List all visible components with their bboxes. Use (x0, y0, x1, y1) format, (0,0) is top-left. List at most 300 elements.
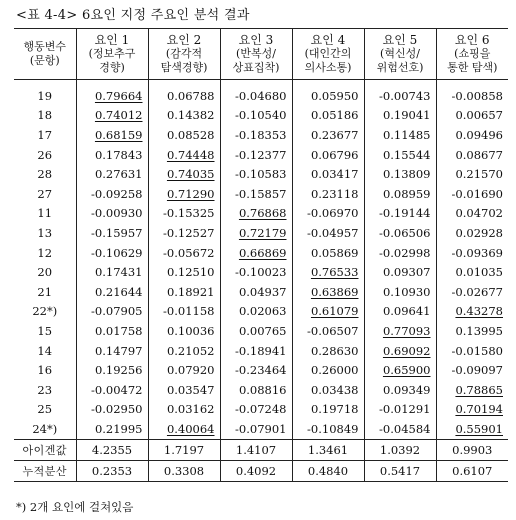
loading-cell (292, 204, 364, 224)
loading-value: -0.12527 (163, 225, 215, 240)
loading-cell (436, 321, 508, 341)
loading-value: 0.02063 (238, 304, 287, 319)
table-row (14, 419, 508, 439)
loading-value: -0.01291 (379, 402, 431, 417)
loading-cell-primary (148, 164, 220, 184)
loading-cell (220, 380, 292, 400)
variable-cell: 22*) (32, 304, 58, 319)
loading-value: 0.43278 (455, 304, 503, 319)
loading-cell (436, 145, 508, 165)
table-row (14, 223, 508, 243)
table-row (14, 125, 508, 145)
factor-description: 탐색경향) (160, 61, 208, 74)
loading-cell (436, 243, 508, 263)
loading-cell (220, 164, 292, 184)
loading-cell (220, 262, 292, 282)
loading-cell (148, 282, 220, 302)
summary-value: 1.0392 (364, 439, 436, 460)
loading-value: 0.03438 (310, 382, 359, 397)
loading-value: 0.21570 (455, 167, 503, 182)
loading-cell-primary (364, 321, 436, 341)
loading-cell-primary (436, 419, 508, 439)
loading-value: 0.27631 (94, 167, 143, 182)
loading-cell (364, 243, 436, 263)
loading-value: 0.04937 (238, 284, 287, 299)
loading-value: 0.11485 (382, 127, 431, 142)
factor-analysis-table (14, 28, 508, 482)
loading-cell-primary (148, 145, 220, 165)
summary-value: 0.6107 (436, 460, 508, 481)
loading-cell-primary (364, 360, 436, 380)
loading-value: 0.09496 (455, 127, 503, 142)
loading-value: -0.10023 (235, 265, 287, 280)
summary-value: 0.2353 (76, 460, 148, 481)
loading-value: 0.06796 (310, 147, 359, 162)
loading-cell (436, 204, 508, 224)
loading-cell (76, 262, 148, 282)
summary-value: 1.7197 (148, 439, 220, 460)
loading-value: 0.55901 (455, 421, 503, 436)
loading-value: 0.19041 (382, 108, 431, 123)
loading-value: -0.12377 (235, 147, 287, 162)
loading-cell (292, 419, 364, 439)
loading-value: -0.02950 (91, 402, 143, 417)
loading-value: 0.71290 (166, 186, 215, 201)
loading-cell (364, 106, 436, 126)
table-row (14, 243, 508, 263)
loading-value: 0.09307 (382, 265, 431, 280)
loading-cell (364, 400, 436, 420)
loading-cell (292, 145, 364, 165)
loading-cell (436, 80, 508, 106)
loading-value: 0.01035 (455, 265, 503, 280)
loading-value: 0.23677 (310, 127, 359, 142)
loading-value: 0.74012 (94, 108, 143, 123)
variable-cell: 18 (37, 108, 53, 123)
factor-description: 경향) (99, 61, 125, 74)
loading-value: 0.13809 (382, 167, 431, 182)
factor-description: 통한 탐색) (447, 61, 498, 74)
loading-cell (76, 321, 148, 341)
summary-value: 1.3461 (292, 439, 364, 460)
loading-value: -0.15325 (163, 206, 215, 221)
factor-description: 의사소통) (304, 61, 352, 74)
loading-cell (364, 302, 436, 322)
loading-value: 0.13995 (455, 323, 503, 338)
loading-value: 0.70194 (455, 402, 503, 417)
loading-value: -0.18941 (235, 343, 287, 358)
loading-cell (364, 204, 436, 224)
loading-value: 0.19256 (94, 363, 143, 378)
loading-cell (76, 360, 148, 380)
variable-cell: 12 (37, 245, 53, 260)
footnote: *) 2개 요인에 걸쳐있음 (16, 500, 134, 514)
factor-name: 요인 2 (166, 33, 202, 47)
loading-value: 0.10036 (166, 323, 215, 338)
loading-cell (292, 223, 364, 243)
loading-value: 0.09641 (382, 304, 431, 319)
variable-cell: 17 (37, 127, 53, 142)
table-row (14, 360, 508, 380)
loading-cell (148, 80, 220, 106)
variable-cell: 20 (37, 265, 53, 280)
loading-cell (292, 243, 364, 263)
loading-value: -0.01580 (451, 343, 503, 358)
loading-cell (292, 321, 364, 341)
loading-cell-primary (76, 106, 148, 126)
loading-cell (76, 145, 148, 165)
loading-value: 0.61079 (310, 304, 359, 319)
loading-value: 0.05950 (310, 88, 359, 103)
loading-value: 0.74035 (166, 167, 215, 182)
loading-value: -0.09369 (451, 245, 503, 260)
loading-value: -0.09258 (91, 186, 143, 201)
loading-cell (148, 380, 220, 400)
loading-cell (364, 164, 436, 184)
summary-value: 0.4840 (292, 460, 364, 481)
loading-cell (148, 223, 220, 243)
loading-value: -0.18353 (235, 127, 287, 142)
loading-value: -0.01690 (451, 186, 503, 201)
loading-value: 0.04702 (455, 206, 503, 221)
loading-value: -0.00858 (451, 88, 503, 103)
loading-cell (148, 360, 220, 380)
loading-value: 0.74448 (166, 147, 215, 162)
loading-value: -0.10583 (235, 167, 287, 182)
loading-value: -0.07905 (91, 304, 143, 319)
loading-cell-primary (292, 262, 364, 282)
factor-description: (감각적 (165, 47, 203, 60)
loading-value: -0.04957 (307, 225, 359, 240)
loading-value: 0.72179 (238, 225, 287, 240)
loading-cell (220, 341, 292, 361)
table-footer (14, 439, 508, 481)
loading-cell (76, 184, 148, 204)
loading-cell (436, 282, 508, 302)
loading-cell-primary (436, 400, 508, 420)
loading-value: 0.18921 (166, 284, 215, 299)
loading-value: 0.63869 (310, 284, 359, 299)
table-row (14, 400, 508, 420)
loading-value: 0.17431 (94, 265, 143, 280)
loading-value: 0.08959 (382, 186, 431, 201)
table-row (14, 184, 508, 204)
loading-value: 0.03417 (310, 167, 359, 182)
table-row (14, 145, 508, 165)
loading-cell (292, 380, 364, 400)
loading-cell (292, 125, 364, 145)
summary-row (14, 439, 508, 460)
loading-value: 0.01758 (94, 323, 143, 338)
loading-cell (364, 125, 436, 145)
loading-cell (436, 341, 508, 361)
factor-name: 요인 5 (382, 33, 418, 47)
loading-value: -0.06970 (307, 206, 359, 221)
loading-value: 0.76533 (310, 265, 359, 280)
loading-cell (436, 184, 508, 204)
loading-cell (76, 204, 148, 224)
loading-value: 0.05869 (310, 245, 359, 260)
loading-value: -0.06506 (379, 225, 431, 240)
loading-value: 0.15544 (382, 147, 431, 162)
loading-cell (292, 341, 364, 361)
loading-cell (220, 80, 292, 106)
loading-value: -0.10540 (235, 108, 287, 123)
loading-cell-primary (220, 223, 292, 243)
loading-value: 0.06788 (166, 88, 215, 103)
header-variable-label: (문항) (29, 54, 60, 67)
loading-value: 0.00765 (238, 323, 287, 338)
loading-value: 0.08528 (166, 127, 215, 142)
loading-cell (436, 106, 508, 126)
table-row (14, 380, 508, 400)
loading-cell (220, 106, 292, 126)
loading-value: -0.10629 (91, 245, 143, 260)
loading-value: 0.78865 (455, 382, 503, 397)
variable-cell: 16 (37, 363, 53, 378)
factor-description: (대인간의 (304, 47, 352, 60)
loading-value: 0.03162 (166, 402, 215, 417)
summary-row (14, 460, 508, 481)
summary-value: 0.5417 (364, 460, 436, 481)
loading-cell-primary (436, 380, 508, 400)
loading-value: -0.00472 (91, 382, 143, 397)
loading-cell-primary (292, 302, 364, 322)
loading-cell (436, 164, 508, 184)
loading-cell (364, 262, 436, 282)
loading-cell (220, 282, 292, 302)
summary-value: 0.4092 (220, 460, 292, 481)
table-row (14, 80, 508, 106)
loading-cell-primary (148, 184, 220, 204)
loading-cell (292, 164, 364, 184)
loading-cell (292, 184, 364, 204)
loading-value: 0.02928 (455, 225, 503, 240)
loading-value: 0.08816 (238, 382, 287, 397)
loading-cell (364, 80, 436, 106)
loading-cell-primary (364, 341, 436, 361)
loading-cell (364, 419, 436, 439)
loading-value: -0.23464 (235, 363, 287, 378)
loading-value: -0.19144 (379, 206, 431, 221)
loading-cell (148, 321, 220, 341)
loading-cell (436, 223, 508, 243)
loading-value: -0.02677 (451, 284, 503, 299)
loading-cell (220, 360, 292, 380)
loading-cell (148, 341, 220, 361)
loading-cell-primary (436, 302, 508, 322)
loading-value: -0.00743 (379, 88, 431, 103)
factor-description: (반복성/ (236, 47, 276, 60)
variable-cell: 13 (37, 225, 53, 240)
loading-value: 0.79664 (94, 88, 143, 103)
loading-value: -0.04584 (379, 421, 431, 436)
loading-value: 0.14797 (94, 343, 143, 358)
loading-cell (148, 125, 220, 145)
loading-value: 0.21052 (166, 343, 215, 358)
loading-cell (436, 262, 508, 282)
loading-cell-primary (76, 80, 148, 106)
loading-cell-primary (148, 419, 220, 439)
loading-value: 0.10930 (382, 284, 431, 299)
loading-cell (364, 145, 436, 165)
loading-value: 0.21995 (94, 421, 143, 436)
table-row (14, 341, 508, 361)
loading-cell (76, 282, 148, 302)
loading-cell (220, 419, 292, 439)
loading-value: 0.66869 (238, 245, 287, 260)
loading-value: 0.40064 (166, 421, 215, 436)
loading-value: 0.28630 (310, 343, 359, 358)
variable-cell: 28 (37, 167, 53, 182)
loading-value: -0.15857 (235, 186, 287, 201)
loading-cell (364, 282, 436, 302)
variable-cell: 24*) (32, 421, 58, 436)
loading-cell (76, 164, 148, 184)
loading-value: -0.09097 (451, 363, 503, 378)
loading-value: -0.15957 (91, 225, 143, 240)
loading-value: 0.17843 (94, 147, 143, 162)
variable-cell: 21 (37, 284, 53, 299)
loading-cell (364, 380, 436, 400)
loading-cell (220, 302, 292, 322)
loading-value: -0.07248 (235, 402, 287, 417)
loading-cell (220, 400, 292, 420)
loading-cell-primary (292, 282, 364, 302)
factor-description: 위험선호) (376, 61, 424, 74)
loading-cell (292, 360, 364, 380)
loading-cell (220, 125, 292, 145)
summary-value: 1.4107 (220, 439, 292, 460)
loading-cell (148, 400, 220, 420)
loading-cell (220, 321, 292, 341)
loading-cell (148, 204, 220, 224)
loading-value: 0.19718 (310, 402, 359, 417)
factor-description: (쇼핑을 (454, 47, 491, 60)
factor-description: 상표집착) (232, 61, 280, 74)
loading-value: -0.04680 (235, 88, 287, 103)
table-row (14, 282, 508, 302)
loading-cell (76, 341, 148, 361)
loading-value: 0.12510 (166, 265, 215, 280)
table-row (14, 302, 508, 322)
loading-value: 0.03547 (166, 382, 215, 397)
loading-cell-primary (220, 243, 292, 263)
loading-value: -0.05672 (163, 245, 215, 260)
loading-cell (436, 360, 508, 380)
loading-value: 0.21644 (94, 284, 143, 299)
loading-cell (76, 380, 148, 400)
loading-value: -0.01158 (163, 304, 215, 319)
variable-cell: 14 (37, 343, 53, 358)
loading-cell (148, 243, 220, 263)
summary-label: 누적분산 (14, 460, 76, 481)
loading-value: 0.77093 (382, 323, 431, 338)
loading-cell (292, 80, 364, 106)
loading-cell (148, 302, 220, 322)
summary-value: 0.3308 (148, 460, 220, 481)
loading-cell (364, 223, 436, 243)
header-factor-5 (364, 29, 436, 80)
loading-cell (364, 184, 436, 204)
variable-cell: 11 (37, 206, 53, 221)
loading-cell (292, 106, 364, 126)
header-variable-column (14, 29, 76, 80)
factor-name: 요인 4 (310, 33, 346, 47)
loading-cell (220, 145, 292, 165)
header-factor-4 (292, 29, 364, 80)
loading-cell (76, 243, 148, 263)
variable-cell: 25 (37, 402, 53, 417)
loading-cell (76, 419, 148, 439)
loading-value: 0.65900 (382, 363, 431, 378)
factor-name: 요인 3 (238, 33, 274, 47)
table-row (14, 106, 508, 126)
loading-cell (292, 400, 364, 420)
table-body (14, 80, 508, 440)
loading-value: 0.69092 (382, 343, 431, 358)
loading-value: 0.08677 (455, 147, 503, 162)
variable-cell: 15 (37, 323, 53, 338)
loading-cell (148, 106, 220, 126)
loading-value: 0.00657 (455, 108, 503, 123)
factor-description: (혁신성/ (380, 47, 420, 60)
table-caption: <표 4-4> 6요인 지정 주요인 분석 결과 (16, 8, 250, 23)
variable-cell: 26 (37, 147, 53, 162)
table-row (14, 262, 508, 282)
loading-cell (436, 125, 508, 145)
loading-value: 0.14382 (166, 108, 215, 123)
loading-cell (76, 400, 148, 420)
loading-value: 0.26000 (310, 363, 359, 378)
header-variable-label: 행동변수 (23, 40, 66, 53)
variable-cell: 19 (37, 88, 53, 103)
factor-name: 요인 6 (454, 33, 490, 47)
summary-label: 아이겐값 (14, 439, 76, 460)
loading-cell-primary (76, 125, 148, 145)
header-factor-1 (76, 29, 148, 80)
loading-cell (76, 223, 148, 243)
loading-value: -0.02998 (379, 245, 431, 260)
loading-value: 0.07920 (166, 363, 215, 378)
loading-cell (220, 184, 292, 204)
table-row (14, 164, 508, 184)
loading-value: -0.10849 (307, 421, 359, 436)
factor-description: (정보추구 (88, 47, 136, 60)
loading-value: 0.05186 (310, 108, 359, 123)
table-header (14, 29, 508, 80)
loading-cell (76, 302, 148, 322)
loading-value: 0.76868 (238, 206, 287, 221)
summary-value: 4.2355 (76, 439, 148, 460)
table-row (14, 204, 508, 224)
loading-cell (148, 262, 220, 282)
loading-value: -0.07901 (235, 421, 287, 436)
summary-value: 0.9903 (436, 439, 508, 460)
loading-value: 0.09349 (382, 382, 431, 397)
loading-value: 0.23118 (310, 186, 359, 201)
variable-cell: 27 (37, 186, 53, 201)
loading-value: 0.68159 (94, 127, 143, 142)
loading-value: -0.06507 (307, 323, 359, 338)
variable-cell: 23 (37, 382, 53, 397)
header-factor-6 (436, 29, 508, 80)
loading-cell-primary (220, 204, 292, 224)
header-factor-3 (220, 29, 292, 80)
header-factor-2 (148, 29, 220, 80)
table-row (14, 321, 508, 341)
factor-name: 요인 1 (94, 33, 130, 47)
